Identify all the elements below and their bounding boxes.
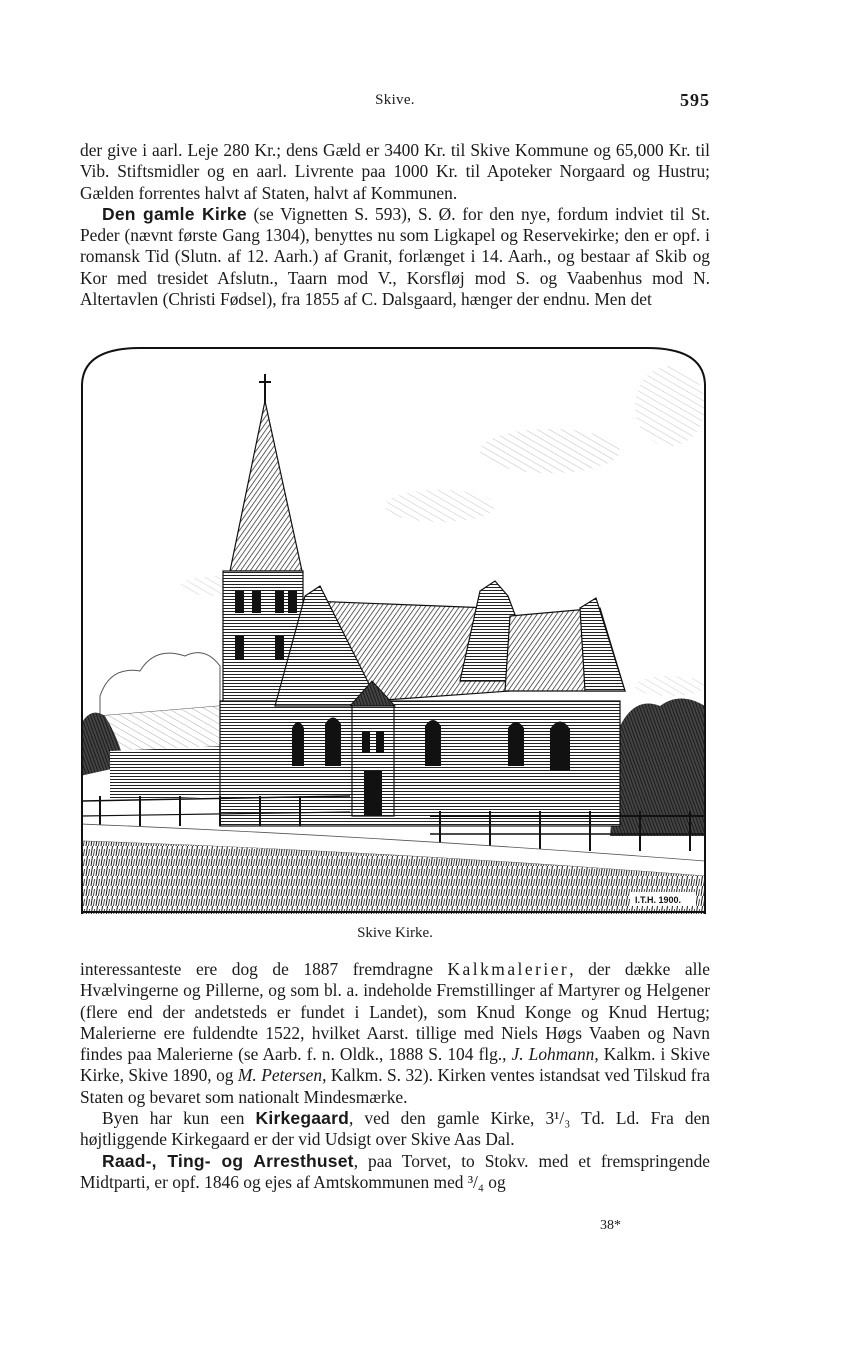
term-kalkmalerier: Kalkmalerier	[447, 959, 570, 979]
text-span: , ved den gamle Kirke, 3¹/₃ Td. Ld. Fra den højtliggende Kirkegaard er der vid Udsigt over Skive Aas Dal.	[80, 1108, 710, 1150]
text-span: Byen har kun een	[102, 1108, 256, 1129]
church-engraving	[80, 346, 707, 914]
paragraph-gaeld: der give i aarl. Leje 280 Kr.; dens Gæld er 3400 Kr. til Skive Kommune og 65,000 Kr. til Vib. Stiftsmidler og en aarl. Livrente paa 1000 Kr. til Apoteker Norgaard og Hustru; Gælden forrentes halvt af Staten, halvt af Kommunen.	[80, 140, 710, 203]
text-span: , der dække alle Hvælvingerne og Pillerne, og som bl. a. indeholde Fremstillinger af Martyrer og Helgener (flere end der andetsteds er fundet i Landet), som Knud Konge og Knud Hertug; Malerierne ere fuldendte 1522, hvilket Aarst. tillige med Niels Høgs Vaaben og Navn findes paa Malerierne (se Aarb. f. n. Oldk., 1888 S. 104 flg.,	[80, 959, 710, 1065]
author-lohmann: J. Lohmann	[511, 1044, 595, 1065]
heading-raad-ting-arresthuset: Raad-, Ting- og Arresthuset	[102, 1150, 354, 1171]
top-text-block	[80, 140, 710, 310]
bottom-text-block	[80, 959, 710, 1193]
author-petersen: M. Petersen	[237, 1065, 323, 1086]
text-span: , Kalkm. i Skive Kirke, Skive 1890, og	[80, 1044, 711, 1086]
text-span: , Kalkm. S. 32). Kirken ventes istandsat ved Tilskud fra Staten og bevaret som nationalt Mindesmærke.	[80, 1065, 710, 1107]
running-head	[80, 92, 710, 114]
paragraph-raadhus	[80, 1151, 710, 1194]
heading-den-gamle-kirke: Den gamle Kirke	[102, 203, 247, 224]
paragraph-gamle-kirke-body: (se Vignetten S. 593), S. Ø. for den nye, fordum indviet til St. Peder (nævnt første Gang 1304), benyttes nu som Ligkapel og Reservekirke; den er opf. i romansk Tid (Slutn. af 12. Aarh.) af Granit, forlænget i 14. Aarh., og bestaar af Skib og Kor med tresidet Afslutn., Taarn mod V., Korsfløj mod S. og Vaabenhus mod N. Altertavlen (Christi Fødsel), fra 1855 af C. Dalsgaard, hænger der endnu. Men det	[80, 203, 711, 310]
paragraph-kirkegaard	[80, 1108, 710, 1151]
paragraph-kalkmalerier	[80, 959, 710, 1108]
illustration-signature: I.T.H. 1900.	[635, 895, 682, 905]
printer-signature-mark: 38*	[600, 1218, 621, 1233]
figure-caption: Skive Kirke.	[357, 925, 433, 941]
text-span: interessanteste ere dog de 1887 fremdragne	[80, 959, 448, 979]
paragraph-gamle-kirke	[80, 204, 710, 310]
running-title: Skive.	[375, 92, 415, 108]
page-number: 595	[680, 90, 710, 110]
heading-kirkegaard: Kirkegaard	[255, 1108, 349, 1129]
text-span: , paa Torvet, to Stokv. med et fremspringende Midtparti, er opf. 1846 og ejes af Amtskommunen med ³/₄ og	[80, 1150, 711, 1192]
